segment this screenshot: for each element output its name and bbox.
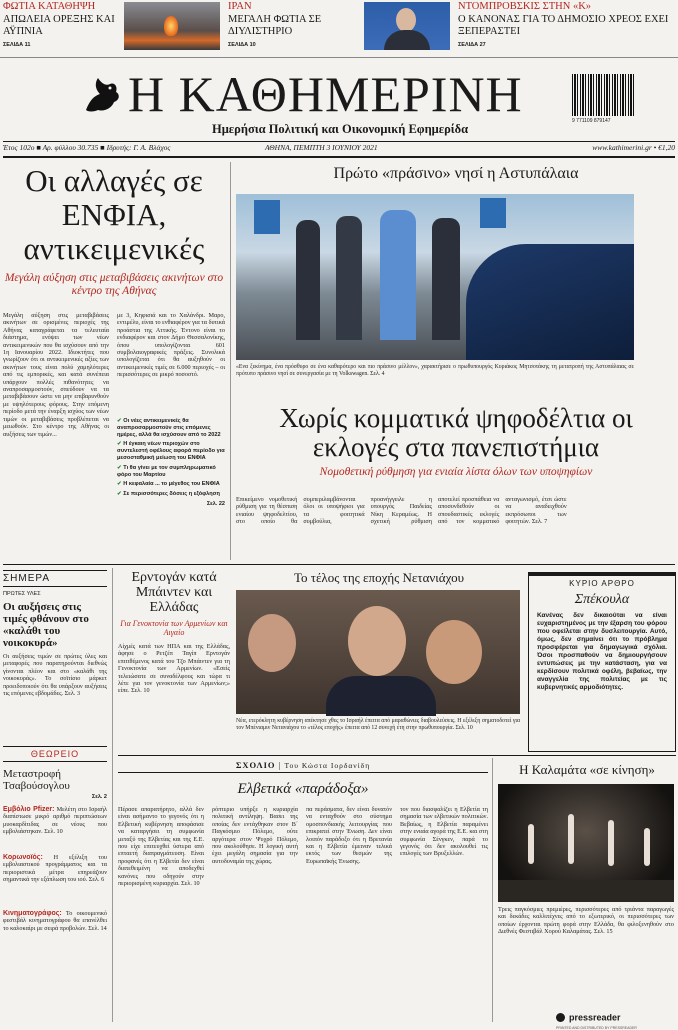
- erdogan-headline: Ερντογάν κατά Μπάιντεν και Ελλάδας: [131, 570, 217, 615]
- kalamata-story[interactable]: [498, 762, 676, 1022]
- editorial-label: ΚΥΡΙΟ ΑΡΘΡΟ: [569, 579, 635, 588]
- person-figure: [296, 220, 320, 340]
- scholio-headline: Ελβετικά «παράδοξα»: [237, 781, 369, 797]
- theoreio-item[interactable]: [3, 910, 107, 954]
- scholio-col-2: ρόπτεριο υπήρξε η κυριαρχία πολιτική αντίληψη. Βασει της οποίας δεν εντάχθηκαν στον Β΄ Παγκόσμιο Πόλεμο, ούτε αργότερα στον Ψυχρό Πόλεμο, που ακολούθησε. Η λογική αυτή έχει μεγάλη σημασία για την αυτοδυναμία της χώρας.: [212, 806, 298, 865]
- theoreio-item-text: Μελέτη στο Ισραήλ διαπίστωσε μικρό αριθμό περιπτώσεων μυοκαρδίτιδας σε νέους που εμβολιάστηκαν. Σελ. 10: [3, 806, 108, 836]
- lead-body-right: με 3, Κηφισιά και το Χαλάνδρι. Μαρο, εντιμέλυ, είναι το ενθιαφέρον για τα δυτικά προάστια της Αττικής. Έντονο είναι το ενδιαφέρον και στον Δήμο Θεσσαλονίκης, όπου υπολογίζονται 601 συμβολαιογραφικές πράξεις. Συνολικά υπολογίζεται ότι θα αυξηθούν οι αντικειμενικές τιμές σε 6.000 περιοχές – οι περισσότερες σε μικρό ποσοστό.: [117, 312, 226, 379]
- teaser-3[interactable]: [458, 1, 676, 48]
- teaser-page: ΣΕΛΙΔΑ 27: [458, 41, 486, 48]
- theoreio-item-title: Κορωνοϊός:: [3, 854, 43, 861]
- bullet-item: ✔ Οι νέες αντικειμενικές θα αναπροσαρμοστούν στις επόμενες ημέρες, αλλά θα ισχύσουν από το 2022: [117, 418, 221, 438]
- scholio-col-4: τον που διασφαλίζει η Ελβετία τη σημασία των ελβετικών πολιτικών. Βεβαίως, η Ελβετία παραμένει στην ενιαία αγορά της Ε.Ε. και στη συμφωνία Σένγκεν, παρά το γεγονός ότι δεν ακολουθεί τις επιλογές των Βρυξελλών.: [400, 806, 488, 858]
- netanyahu-photo: [236, 590, 520, 714]
- bullet-item: ✔ Τι θα γίνει με τον συμπληρωματικό φόρο του Μαρτίου: [117, 464, 216, 478]
- pressreader-brand: pressreader: [569, 1012, 621, 1023]
- erdogan-story[interactable]: [118, 570, 230, 752]
- dancer-figure: [528, 824, 534, 864]
- simera-kicker: ΠΡΩΤΕΣ ΥΛΕΣ: [3, 591, 41, 597]
- person-figure: [336, 216, 362, 340]
- erdogan-body: Αίχμές κατά των ΗΠΑ και της Ελλάδας, άφησε ο Ρετζέπ Ταγίπ Ερντογάν επιτιθέμενος κατά του Τζο Μπάιντεν για τη Γενοκτονία των Αρμενίων. «Εσείς τελειώσατε σε συναδέλφους και τώρα τι λέτε για τον γενοκτονία των Αρμενίων;» είπε. Σελ. 10: [118, 643, 230, 695]
- theoreio-item-text: Η εξέλιξη του εμβολιαστικού προγράμματος και τα περιοριστικά μέτρα επηρεάζουν σημαντικά την εξάπλωση του ιού. Σελ. 6: [3, 854, 107, 884]
- section-rule: [118, 755, 676, 756]
- scholio-author: Του Κώστα Ιορδανίδη: [284, 761, 371, 770]
- face-shape: [248, 614, 296, 672]
- scholio-story[interactable]: [118, 760, 488, 1022]
- teaser-page: ΣΕΛΙΔΑ 10: [228, 41, 256, 48]
- simera-sidebar[interactable]: [3, 570, 107, 742]
- pressreader-note: PRINTED AND DISTRIBUTED BY PRESSREADER: [556, 1026, 637, 1030]
- face-shape: [348, 606, 406, 676]
- dancer-figure: [568, 814, 574, 864]
- scholio-col-1: Πέρασε απαρατήρητο, αλλά δεν είναι ασήμαντο το γεγονός ότι η Ελβετική κυβέρνηση αποφάσισε να καταργήσει τη συμφωνία μεταξύ της Ελβετίας και της Ε.Ε. που είχε επιτευχθεί ύστερα από επταετή διαπραγμάτευση. Είναι προφανές ότι η Ελβετία δεν είναι διατεθειμένη να αποδεχθεί κανόνες που οδηγούν στην περιορισμένη κυριαρχία. Σελ. 10: [118, 806, 204, 888]
- masthead-subtitle: Ημερήσια Πολιτική και Οικονομική Εφημερίδα: [212, 122, 469, 136]
- scholio-col-3: πα περάσματα, δεν είναι δυνατόν να ενταχθούν στο σύστημα ομοσπονδιακής λειτουργίας που επικρατεί στην Ένωση. Δεν είναι λοιπόν παράδοξο ότι η Βρετανία και η Ελβετία έμειναν τελικά εκτός των θεσμών της Ευρωπαϊκής Ένωσης.: [306, 806, 392, 865]
- teaser-1[interactable]: [3, 1, 115, 48]
- editorial-headline: Σπέκουλα: [574, 592, 630, 607]
- web-price[interactable]: www.kathimerini.gr • €1,20: [592, 143, 675, 152]
- teaser-page: ΣΕΛΙΔΑ 11: [3, 41, 31, 48]
- lead-page: Σελ. 22: [206, 500, 225, 507]
- kalamata-caption: Τρεις παγκόσμιες πρεμιέρες, περισσότερες από τριάντα παραγωγές και δεκάδες καλλιτέχνες από το εξωτερικό, οι περισσότερες των οποίων έρχονται πρώτη φορά στην Ελλάδα, θα φιλοξενηθούν στο Διεθνές Φεστιβάλ Χορού Καλαμάτας. Σελ. 15: [498, 906, 674, 936]
- teaser-title: Ο ΚΑΝΟΝΑΣ ΓΙΑ ΤΟ ΔΗΜΟΣΙΟ ΧΡΕΟΣ ΕΧΕΙ ΞΕΠΕΡΑΣΤΕΙ: [458, 13, 669, 37]
- suit-shape: [326, 676, 436, 716]
- photo-caption: «Ενα ξεκίνημα, ένα πρόσθυρο σε ένα καθαρότερο και πιο πράσινο μέλλον», χαρακτήρισε ο πρωθυπουργός Κυριάκος Μητσοτάκης τη μετατροπή της Αστυπάλαιας σε πρότυπο πράσινο νησί σε συνεργασία με τη Volkswagen. Σελ. 4: [236, 364, 634, 377]
- editorial-box[interactable]: [528, 572, 676, 752]
- teaser-kicker: ΦΩΤΙΑ ΚΑΤΑΘΗΨΗ: [3, 1, 96, 12]
- masthead: [0, 60, 678, 152]
- lead-standfirst: Μεγάλη αύξηση στις μεταβιβάσεις ακινήτων στο κέντρο της Αθήνας: [4, 272, 224, 297]
- vw-sign: [254, 200, 280, 234]
- portrait-head: [396, 8, 416, 32]
- dance-photo: [498, 784, 674, 902]
- face-shape: [426, 620, 482, 684]
- simera-headline: Οι αυξήσεις στις τιμές φθάνουν στο «καλάθι του νοικοκυρά»: [3, 601, 89, 649]
- teaser-kicker: ΙΡΑΝ: [228, 1, 252, 12]
- issue-info: Έτος 102ο ■ Αρ. φύλλου 30.735 ■ Ιδρυτής: Γ. Α. Βλάχος: [3, 143, 171, 152]
- theoreio-label: ΘΕΩΡΕΙΟ: [3, 746, 107, 762]
- theoreio-page: Σελ. 2: [91, 794, 107, 800]
- astypalaia-photo: [236, 194, 634, 360]
- pressreader-logo-icon: [556, 1013, 565, 1022]
- pressreader-footer[interactable]: [556, 1008, 676, 1030]
- theoreio-item-title: Εμβόλιο Pfizer:: [3, 806, 55, 813]
- theoreio-item[interactable]: [3, 806, 107, 850]
- issue-line: [3, 143, 675, 155]
- masthead-title: Η ΚΑΘΗΜΕΡΙΝΗ: [128, 66, 523, 122]
- dombrovskis-photo: [364, 2, 450, 50]
- universities-standfirst: Νομοθετική ρύθμηση για ενιαία λίστα όλων των υποψηφίων: [319, 466, 593, 478]
- netanyahu-headline: Το τέλος της εποχής Νετανιάχου: [293, 570, 465, 585]
- simera-label: ΣΗΜΕΡΑ: [3, 570, 107, 587]
- netanyahu-caption: Νέα, ετερόκλητη κυβέρνηση απέκτησε χθες το Ισραήλ έπειτα από μαραθώνιες διαβουλεύσεις. Η εξέλιξη σηματοδοτεί για τον Μπένιαμιν Νετανιάχου το «τέλος εποχής» έπειτα από 12 συνεχή έτη στην πρωθυπουργία. Σελ. 10: [236, 718, 520, 731]
- stage-floor: [498, 880, 674, 902]
- theoreio-item-text: Το οικουμενικό φεστιβάλ κινηματογράφου θα επανέλθει το καλοκαίρι με σειρά προβολών. Σελ. 14: [3, 910, 107, 932]
- bullet-item: ✔ Σε περισσότερες δόσεις η εξόφληση: [117, 491, 220, 498]
- theoreio-headline: Μεταστροφή Τσαβούσογλου: [3, 768, 70, 792]
- issue-rule: [3, 156, 675, 158]
- portrait-suit: [384, 30, 430, 50]
- teaser-kicker: ΝΤΟΜΠΡΟΒΣΚΙΣ ΣΤΗΝ «Κ»: [458, 1, 592, 12]
- barcode-digits: 9 771109 879147: [572, 118, 611, 124]
- masthead-rule: [3, 141, 675, 142]
- lead-bullets: [117, 418, 225, 508]
- fire-photo: [124, 2, 220, 50]
- netanyahu-story[interactable]: [236, 570, 522, 752]
- simera-body: Οι αυξήσεις τιμών σε πρώτες ύλες και μεταφορές που παρατηρούνται διεθνώς γίνονται πλέον και στο «καλάθι της νοικοκυράς». Το σοϊτίσιο μάρκετ προειδοποιούν ότι θα υπάρξουν αυξήσεις τις επόμενες εβδομάδες. Σελ. 3: [3, 653, 107, 698]
- column-divider: [230, 162, 231, 560]
- lead-headline: Οι αλλαγές σε ΕΝΦΙΑ, αντικειμενικές: [23, 163, 205, 266]
- barcode: [572, 74, 636, 116]
- issue-date: ΑΘΗΝΑ, ΠΕΜΠΤΗ 3 ΙΟΥΝΙΟΥ 2021: [265, 143, 378, 152]
- theoreio-item-title: Κινηματογράφος:: [3, 910, 62, 917]
- teaser-title: ΑΠΩΛΕΙΑ ΟΡΕΞΗΣ ΚΑΙ ΑΫΠΝΙΑ: [3, 13, 115, 37]
- editorial-body: Κανένας δεν δικαιούται να είναι ευχαριστημένος με την έξαρση του φόρου που οφείλεται στην δυσλειτουργία. Αυτό, όμως, δεν σημαίνει ότι το πρόβλημα προσφέρεται για δημαγωγικά σχόλια. Όσοι προσπαθούν να δημιουργήσουν εντυπώσεις με την κατάσταση, για να κερδίσουν πολιτικά οφέλη, βεβαίως, την αναγγελία της πολιτείας με τις κυβερνητικές αρμοδιότητες.: [537, 612, 667, 691]
- teaser-title: ΜΕΓΑΛΗ ΦΩΤΙΑ ΣΕ ΔΙΥΛΙΣΤΗΡΙΟ: [228, 13, 322, 37]
- fold-rule: [3, 564, 675, 565]
- bullet-item: ✔ Η κεφαλαία ... το μέγεθος του ΕΝΦΙΑ: [117, 481, 220, 488]
- teaser-2[interactable]: [228, 1, 348, 48]
- car-shape: [466, 244, 634, 360]
- theoreio-item[interactable]: [3, 854, 107, 906]
- universities-body: Επικείμενο νομοθετική ρύθμιση για τη θέσπιση ενιαίου ψηφοδελτίου, στο οποίο θα συμπεριλαμβάνονται όλοι οι υποψήφιοι για τα φοιτητικά συμβούλια, προανήγγειλε η υπουργός Παιδείας Νίκη Κεραμέως. Η σχετική ρύθμιση αποτελεί προσπάθεια να αποσυνδεθούν οι σπουδαστικές εκλογές από τον κομματικό ανταγωνισμό, έτσι ώστε να αναδειχθούν εκπρόσωποι των φοιτητών. Σελ. 7: [236, 496, 567, 526]
- scholio-label: ΣΧΟΛΙΟ: [235, 760, 276, 770]
- kalamata-headline: Η Καλαμάτα «σε κίνηση»: [519, 762, 655, 777]
- erdogan-standfirst: Για Γενοκτονία των Αρμενίων και Αιγαίο: [120, 619, 228, 637]
- flame-shape: [164, 16, 178, 36]
- griffin-logo-icon: [80, 72, 124, 116]
- photo-story-headline: Πρώτο «πράσινο» νησί η Αστυπάλαια: [333, 165, 579, 182]
- column-divider: [492, 758, 493, 1022]
- person-figure: [380, 210, 416, 340]
- lead-story[interactable]: [3, 164, 225, 560]
- dancer-figure: [608, 820, 614, 866]
- teaser-bar: [0, 0, 678, 58]
- column-divider: [112, 568, 113, 1022]
- photo-story[interactable]: [236, 164, 676, 396]
- lead-body-left: Μεγάλη αύξηση στις μεταβιβάσεις ακινήτων σε ορισμένες περιοχές της Αθήνας καταγράφεται τα τελευταία διάστημα, ενόψει των νέων αντικειμενικών που θα ισχύσουν από την 1η Ιανουαρίου 2022. Ιδιοκτήτες που γνωρίζουν ότι οι αντικειμενικές αξίες των ακινήτων τους είναι πολύ χαμηλότερες από τις εμπορικές, και κατά συνέπεια υπάρχουν πολλές πιθανότητες να αναπροσαρμοστούν, σπεύδουν να τα μεταβιβάσουν ώστε να μην επιβαρυνθούν με υψηλότερους φόρους. Στην επόμενη περίοδο μετά την έναρξη ισχύος των νέων τιμών οι μεταβιβάσεις προβλέπεται να μειωθούν. Στο κέντρο της Αθήνας οι αυξήσεις των τιμών...: [3, 312, 109, 438]
- person-figure: [432, 218, 460, 340]
- theoreio-box[interactable]: [3, 746, 107, 1022]
- bullet-item: ✔ Η έγκαιη νέων περιοχών στο συντελεστή οφέλους αφορά περίοδο για μεσοσταθμική μείωση του ΕΝΦΙΑ: [117, 441, 225, 461]
- vw-sign: [480, 198, 506, 228]
- universities-story[interactable]: [236, 404, 676, 560]
- scholio-label-row: ΣΧΟΛΙΟ | Του Κώστα Ιορδανίδη: [118, 760, 488, 773]
- dancer-figure: [644, 828, 650, 866]
- universities-headline: Χωρίς κομματικά ψηφοδέλτια οι εκλογές στα πανεπιστήμια: [279, 403, 633, 462]
